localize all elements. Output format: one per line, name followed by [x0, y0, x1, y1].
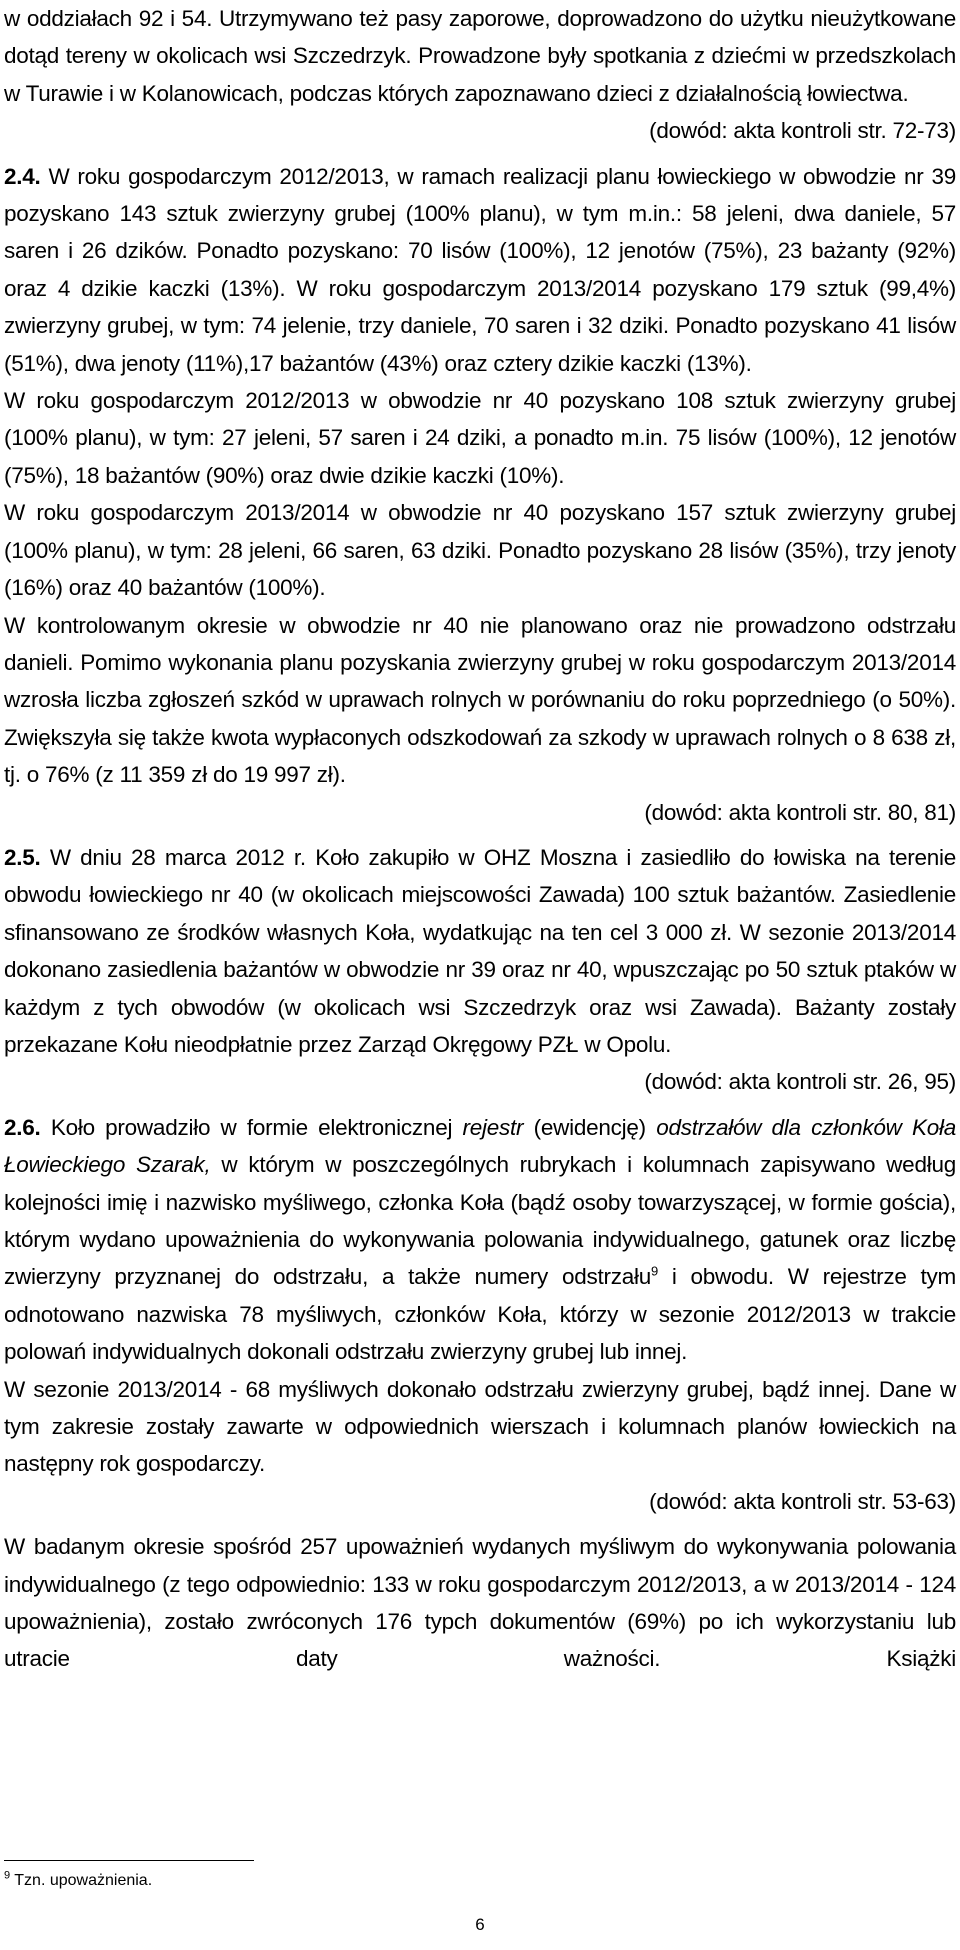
- page-number: 6: [475, 1915, 485, 1934]
- section-text: W dniu 28 marca 2012 r. Koło zakupiło w OHZ Moszna i zasiedliło do łowiska na terenie obwodu łowieckiego nr 40 (w okolicach miejscowości Zawada) 100 sztuk bażantów. Zasiedlenie sfinansowano ze środków własnych Koła, wydatkując na ten cel 3 000 zł. W sezonie 2013/2014 dokonano zasiedlenia bażantów w obwodzie nr 39 oraz nr 40, wpuszczając po 50 sztuk ptaków w każdym z tych obwodów (w okolicach wsi Szczedrzyk oraz wsi Zawada). Bażanty zostały przekazane Kołu nieodpłatnie przez Zarząd Okręgowy PZŁ w Opolu.: [4, 844, 956, 1057]
- footnote-marker[interactable]: 9: [651, 1263, 658, 1279]
- document-body: [4, 0, 956, 1678]
- section-2-6-paragraph: [4, 1109, 956, 1371]
- section-text: (ewidencję): [523, 1114, 657, 1140]
- section-text: w którym w poszczególnych rubrykach i kolumnach zapisywano według kolejności imię i nazwisko myśliwego, członka Koła (bądź osoby towarzyszącej, w formie gościa), którym wydano upoważnienia do wykonywania polowania indywidualnego, gatunek oraz liczbę zwierzyny przyznanej do odstrzału, a także numery odstrzału: [4, 1152, 956, 1290]
- intro-paragraph: w oddziałach 92 i 54. Utrzymywano też pasy zaporowe, doprowadzono do użytku nieużytkowane dotąd tereny w okolicach wsi Szczedrzyk. Prowadzone były spotkania z dziećmi w przedszkolach w Turawie i w Kolanowicach, podczas których zapoznawano dzieci z działalnością łowiectwa.: [4, 6, 956, 106]
- paragraph: W kontrolowanym okresie w obwodzie nr 40 nie planowano oraz nie prowadzono odstrzału danieli. Pomimo wykonania planu pozyskania zwierzyny grubej w roku gospodarczym 2013/2014 wzrosła liczba zgłoszeń szkód w uprawach rolnych w porównaniu do roku poprzedniego (o 50%). Zwiększyła się także kwota wypłaconych odszkodowań za szkody w uprawach rolnych o 8 638 zł, tj. o 76% (z 11 359 zł do 19 997 zł).: [4, 612, 956, 788]
- paragraph: W badanym okresie spośród 257 upoważnień wydanych myśliwym do wykonywania polowania indywidualnego (z tego odpowiednio: 133 w roku gospodarczym 2012/2013, a w 2013/2014 - 124 upoważnienia), zostało zwróconych 176 typch dokumentów (69%) po ich wykorzystaniu lub utracie daty ważności. Książki: [4, 1534, 956, 1672]
- paragraph: W roku gospodarczym 2013/2014 w obwodzie nr 40 pozyskano 157 sztuk zwierzyny grubej (100% planu), w tym: 28 jeleni, 66 saren, 63 dziki. Ponadto pozyskano 28 lisów (35%), trzy jenoty (16%) oraz 40 bażantów (100%).: [4, 500, 956, 601]
- italic-title: odstrzałów dla członków Koła Łowieckiego Szarak,: [4, 1114, 956, 1178]
- document-page: [4, 0, 956, 1678]
- evidence-reference: (dowód: akta kontroli str. 26, 95): [644, 1069, 956, 1095]
- section-number: 2.4.: [4, 163, 41, 189]
- evidence-reference: (dowód: akta kontroli str. 72-73): [649, 118, 956, 144]
- paragraph: W sezonie 2013/2014 - 68 myśliwych dokonało odstrzału zwierzyny grubej, bądź innej. Dane w tym zakresie zostały zawarte w odpowiednich wierszach i kolumnach planów łowieckich na następny rok gospodarczy.: [4, 1376, 956, 1477]
- footnote-text: Tzn. upoważnienia.: [10, 1872, 153, 1889]
- italic-term: rejestr: [462, 1114, 524, 1140]
- evidence-reference: (dowód: akta kontroli str. 53-63): [649, 1488, 956, 1514]
- section-number: 2.5.: [4, 844, 41, 870]
- footnote-number: 9: [4, 1869, 11, 1882]
- section-2-4-paragraph: [4, 158, 956, 382]
- section-text: Koło prowadziło w formie elektronicznej: [40, 1114, 463, 1140]
- paragraph: W roku gospodarczym 2012/2013 w obwodzie nr 40 pozyskano 108 sztuk zwierzyny grubej (100% planu), w tym: 27 jeleni, 57 saren i 24 dziki, a ponadto m.in. 75 lisów (100%), 12 jenotów (75%), 18 bażantów (90%) oraz dwie dzikie kaczki (10%).: [4, 388, 956, 488]
- section-number: 2.6.: [4, 1114, 41, 1140]
- footnote: [4, 1869, 153, 1890]
- footnote-separator: [4, 1860, 254, 1861]
- section-2-5-paragraph: [4, 839, 956, 1063]
- section-text: W roku gospodarczym 2012/2013, w ramach realizacji planu łowieckiego w obwodzie nr 39 pozyskano 143 sztuk zwierzyny grubej (100% planu), w tym m.in.: 58 jeleni, dwa daniele, 57 saren i 26 dzików. Ponadto pozyskano: 70 lisów (100%), 12 jenotów (75%), 23 bażanty (92%) oraz 4 dzikie kaczki (13%). W roku gospodarczym 2013/2014 pozyskano 179 sztuk (99,4%) zwierzyny grubej, w tym: 74 jelenie, trzy daniele, 70 saren i 32 dziki. Ponadto pozyskano 41 lisów (51%), dwa jenoty (11%),17 bażantów (43%) oraz cztery dzikie kaczki (13%).: [4, 163, 956, 376]
- section-text: i obwodu. W rejestrze tym odnotowano nazwiska 78 myśliwych, członków Koła, którzy w sezonie 2012/2013 w trakcie polowań indywidualnych dokonali odstrzału zwierzyny grubej lub innej.: [4, 1264, 957, 1365]
- evidence-reference: (dowód: akta kontroli str. 80, 81): [644, 799, 956, 825]
